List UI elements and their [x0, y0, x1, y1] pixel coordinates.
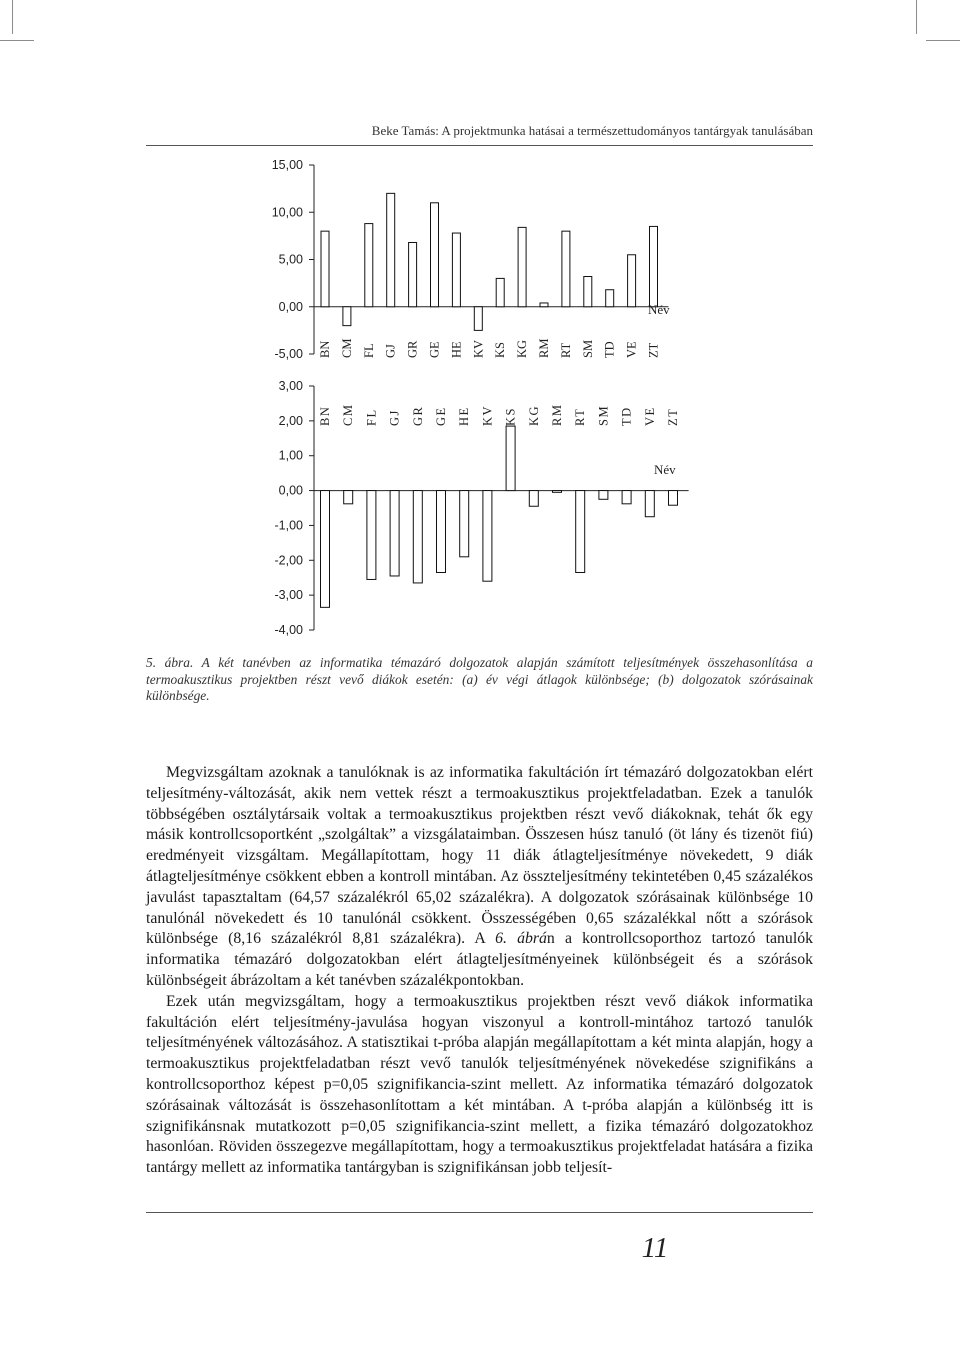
category-label: BN — [318, 405, 332, 426]
footer-rule — [146, 1212, 813, 1213]
bar-sm — [584, 277, 592, 307]
category-label: CM — [339, 338, 354, 358]
category-label: RM — [537, 338, 551, 358]
page-number: 11 — [641, 1232, 669, 1264]
bar-ve — [628, 255, 636, 307]
caption-label: 5. ábra. — [146, 655, 194, 670]
bar-zt — [669, 491, 678, 506]
category-label: TD — [602, 341, 617, 358]
category-label: SM — [580, 339, 595, 358]
category-label: GJ — [387, 409, 402, 426]
bar-gr — [413, 491, 422, 583]
bar-td — [622, 491, 631, 504]
category-label: HE — [457, 406, 472, 426]
category-label: KS — [493, 342, 508, 358]
category-label: CM — [341, 403, 356, 426]
chart-deviation-difference — [0, 380, 960, 640]
y-tick-label: 1,00 — [278, 448, 303, 463]
category-label: RT — [558, 342, 573, 358]
bar-gj — [387, 193, 395, 306]
y-tick-label: 10,00 — [271, 205, 303, 220]
category-label: KV — [471, 339, 486, 358]
bar-cm — [343, 307, 351, 326]
category-label: ZT — [646, 342, 661, 358]
category-label: KV — [480, 404, 495, 426]
paragraph-1 — [146, 763, 813, 992]
bar-kg — [529, 491, 538, 507]
bar-ks — [496, 278, 504, 306]
category-label: RM — [550, 403, 564, 426]
category-label: GR — [410, 405, 425, 426]
bar-rm — [553, 491, 562, 493]
bar-bn — [321, 231, 329, 307]
category-label: KG — [526, 404, 541, 426]
category-label: ZT — [666, 407, 680, 426]
category-label: KG — [515, 339, 530, 358]
running-header: Beke Tamás: A projektmunka hatásai a természettudományos tantárgyak tanulásában — [371, 123, 813, 138]
bar-fl — [367, 491, 376, 580]
y-tick-label: 0,00 — [278, 299, 303, 314]
bar-zt — [650, 226, 658, 306]
bar-fl — [365, 224, 373, 307]
y-tick-label: -2,00 — [274, 553, 303, 568]
y-tick-label: 5,00 — [278, 252, 303, 267]
chart-average-difference — [0, 0, 960, 380]
bar-gj — [390, 491, 399, 576]
figure-reference: 6. ábrá — [495, 930, 547, 948]
bar-ve — [645, 491, 654, 517]
bar-rt — [562, 231, 570, 307]
y-tick-label: 2,00 — [278, 413, 303, 428]
caption-text: A két tanévben az informatika témazáró dolgozatok alapján számított teljesítmények összehasonlítása a termoakusztikus projektben részt vevő diákok esetén: (a) év végi átlagok különbsége; (b) dolgozatok szórásainak különbsége. — [146, 655, 813, 703]
category-label: GJ — [383, 344, 398, 358]
bar-he — [452, 233, 460, 307]
y-tick-label: 3,00 — [278, 380, 303, 393]
category-label: VE — [624, 341, 639, 358]
y-tick-label: 0,00 — [278, 483, 303, 498]
paragraph-1-part-a: Megvizsgáltam azoknak a tanulóknak is az informatika fakultáción írt témazáró dolgozatokban elért teljesítmény-változását, akik nem vettek részt a termoakusztikus projektfeladatban. Ezek a tanulók többségében osztálytársaik voltak a termoakusztikus projektben részt vevő diákoknak, tehát ők egy másik kontrollcsoportként „szolgáltak” a vizsgálataimban. Összesen húsz tanuló (öt lány és tizenöt fiú) eredményeit vizsgáltam. Megállapítottam, hogy 11 diák átlagteljesítménye növekedett, 9 diák átlagteljesítménye csökkent ebben a kontroll mintában. Az összteljesítmény tekintetében 0,45 százalékos javulást tapasztaltam (64,57 százalékról 65,02 százalékra). A dolgozatok szórásainak különbsége 10 tanulónál növekedett és 10 tanulónál csökkent. Összességében 0,65 százalékkal nőtt a szórások különbsége (8,16 százalékról 8,81 százalékra). A — [146, 764, 813, 948]
bar-sm — [599, 491, 608, 500]
bar-td — [606, 290, 614, 307]
bar-cm — [344, 491, 353, 504]
bar-rm — [540, 303, 548, 307]
bar-kg — [518, 227, 526, 306]
category-label: TD — [619, 406, 634, 426]
category-label: BN — [318, 340, 332, 358]
category-label: FL — [364, 408, 379, 426]
bar-gr — [409, 242, 417, 306]
y-tick-label: -3,00 — [274, 588, 303, 603]
bar-rt — [576, 491, 585, 573]
y-tick-label: -4,00 — [274, 623, 303, 637]
x-axis-name: Név — [654, 462, 676, 477]
category-label: RT — [573, 407, 588, 426]
bar-ge — [437, 491, 446, 573]
category-label: HE — [449, 341, 464, 358]
category-label: GE — [427, 341, 442, 358]
bar-bn — [321, 491, 330, 608]
category-label: FL — [361, 343, 376, 358]
bar-ks — [506, 426, 515, 490]
paragraph-2: Ezek után megvizsgáltam, hogy a termoakusztikus projektben részt vevő diákok informatika fakultáción elért teljesítmény-javulása hogyan viszonyul a kontroll-mintához tartozó tanulók teljesítményének változásához. A statisztikai t-próba alapján megállapítottam a két minta alapján, hogy a termoakusztikus projektfeladatban részt vevő tanulók teljesítményének növekedése szignifikáns a kontrollcsoporthoz képest p=0,05 szignifikancia-szint mellett. Az informatika témazáró dolgozatok szórásainak változását is összehasonlítottam a két mintában. A t-próba alapján a különbség itt is szignifikánsnak mutatkozott p=0,05 szignifikancia-szint mellett, a fizika témazáró dolgozatokhoz hasonlóan. Röviden összegezve megállapítottam, hogy a termoakusztikus projektfeladat hatására a fizika tantárgy mellett az informatika tantárgyban is szignifikánsan jobb teljesít- — [146, 992, 813, 1177]
x-axis-name: Név — [648, 302, 670, 317]
body-text — [146, 763, 813, 1179]
category-label: GE — [434, 406, 448, 426]
category-label: GR — [405, 340, 420, 358]
y-tick-label: 15,00 — [271, 158, 303, 172]
y-tick-label: -1,00 — [274, 518, 303, 533]
bar-he — [460, 491, 469, 557]
category-label: KS — [503, 407, 518, 426]
bar-kv — [483, 491, 492, 582]
bar-kv — [474, 307, 482, 331]
paragraph-1-part-b: n a kontrollcsoporthoz tartozó tanulók informatika témazáró dolgozatokban elért átlagteljesítményeinek különbségeit és a szórások különbségeit ábrázoltam a két tanévben százalékpontokban. — [146, 930, 814, 989]
bar-ge — [431, 203, 439, 307]
figure-caption — [146, 655, 813, 705]
category-label: SM — [596, 404, 611, 426]
category-label: VE — [642, 406, 657, 426]
y-tick-label: -5,00 — [274, 347, 303, 361]
